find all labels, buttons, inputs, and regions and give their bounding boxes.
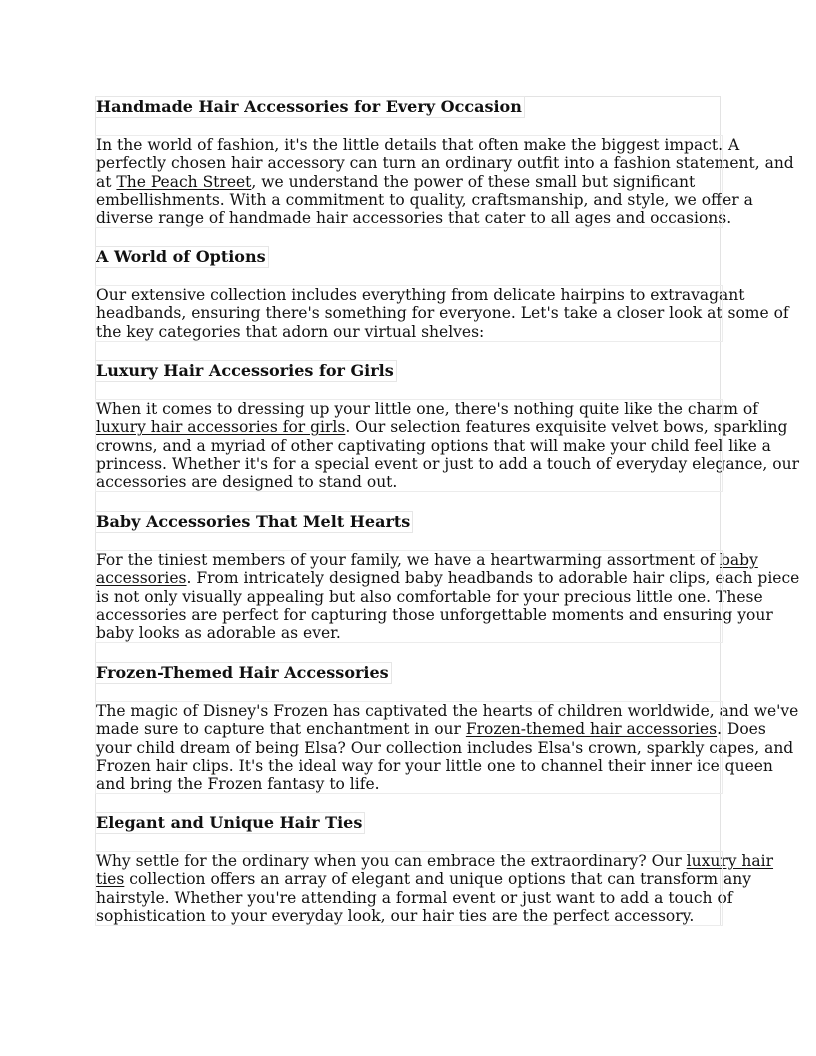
frozen-line-1: The magic of Disney's Frozen has captivated the hearts of children worldwide, and we've	[96, 702, 799, 720]
baby-line-1-text: For the tiniest members of your family, we have a heartwarming assortment of	[96, 551, 720, 569]
ties-line-1-text: Why settle for the ordinary when you can embrace the extraordinary? Our	[96, 852, 687, 870]
baby-heading-block	[96, 512, 722, 532]
girls-line-2-text: . Our selection features exquisite velvet bows, sparkling	[345, 418, 788, 437]
intro-line-3-text-end: , we understand the power of these small but significant	[251, 172, 696, 191]
frozen-line-2-text-end: . Does	[717, 720, 766, 739]
options-paragraph	[96, 286, 789, 341]
frozen-line-4: Frozen hair clips. It's the ideal way for your little one to channel their inner ice queen	[96, 756, 773, 775]
baby-line-2	[96, 569, 800, 588]
luxury-hair-ties-link-cont[interactable]: ties	[96, 870, 125, 889]
girls-paragraph	[96, 400, 800, 492]
frozen-heading-block	[96, 663, 722, 683]
baby-line-1	[96, 551, 758, 569]
ties-line-2	[96, 870, 751, 889]
baby-accessories-link[interactable]: baby	[719, 551, 758, 569]
ties-heading-block	[96, 813, 722, 833]
options-line-1: Our extensive collection includes everything from delicate hairpins to extravagant	[96, 286, 745, 304]
section-heading-girls: Luxury Hair Accessories for Girls	[96, 361, 394, 380]
intro-line-3	[96, 173, 722, 191]
girls-line-5: accessories are designed to stand out.	[96, 473, 398, 492]
girls-line-2	[96, 418, 788, 437]
ties-line-4: sophistication to your everyday look, our hair ties are the perfect accessory.	[96, 906, 695, 925]
options-line-3: the key categories that adorn our virtual shelves:	[96, 322, 485, 341]
frozen-line-3: your child dream of being Elsa? Our collection includes Elsa's crown, sparkly capes, and	[96, 738, 794, 757]
section-heading-ties: Elegant and Unique Hair Ties	[96, 813, 363, 832]
ties-line-3: hairstyle. Whether you're attending a formal event or just want to add a touch of	[96, 888, 733, 907]
document-page	[95, 96, 800, 926]
page-title: Handmade Hair Accessories for Every Occasion	[96, 97, 522, 116]
options-heading-block	[96, 247, 722, 267]
baby-line-4: accessories are perfect for capturing those unforgettable moments and ensuring your	[96, 605, 773, 624]
intro-line-3-text: at	[96, 172, 117, 191]
ties-line-1	[96, 852, 774, 870]
frozen-themed-hair-accessories-link[interactable]: Frozen-themed hair accessories	[465, 720, 718, 739]
frozen-paragraph	[96, 702, 799, 794]
ties-paragraph	[96, 852, 774, 925]
luxury-hair-ties-link[interactable]: luxury hair	[686, 852, 774, 870]
girls-heading-block	[96, 361, 722, 381]
luxury-hair-accessories-for-girls-link[interactable]: luxury hair accessories for girls	[96, 418, 346, 437]
intro-line-2: perfectly chosen hair accessory can turn an ordinary outfit into a fashion statement, and	[96, 154, 794, 173]
intro-line-5: diverse range of handmade hair accessories that cater to all ages and occasions.	[96, 209, 732, 228]
section-heading-options: A World of Options	[96, 247, 266, 266]
section-heading-baby: Baby Accessories That Melt Hearts	[96, 512, 411, 531]
baby-line-3: is not only visually appealing but also comfortable for your precious little one. These	[96, 587, 763, 606]
baby-line-5: baby looks as adorable as ever.	[96, 624, 341, 643]
frozen-line-2	[96, 720, 766, 739]
ties-line-2-text: collection offers an array of elegant and unique options that can transform any	[124, 870, 751, 889]
frozen-line-5: and bring the Frozen fantasy to life.	[96, 775, 380, 794]
girls-line-1: When it comes to dressing up your little one, there's nothing quite like the charm of	[96, 400, 758, 418]
girls-line-4: princess. Whether it's for a special event or just to add a touch of everyday elegance, our	[96, 454, 800, 473]
title-block	[96, 97, 722, 117]
intro-paragraph	[96, 136, 794, 228]
section-heading-frozen: Frozen-Themed Hair Accessories	[96, 663, 389, 682]
the-peach-street-link[interactable]: The Peach Street	[116, 172, 252, 191]
girls-line-3: crowns, and a myriad of other captivating options that will make your child feel like a	[96, 436, 771, 455]
frozen-line-2-text: made sure to capture that enchantment in our	[96, 720, 466, 739]
intro-line-4: embellishments. With a commitment to quality, craftsmanship, and style, we offer a	[96, 190, 753, 209]
baby-line-2-text: . From intricately designed baby headbands to adorable hair clips, each piece	[186, 569, 800, 588]
intro-line-1: In the world of fashion, it's the little details that often make the biggest impact. A	[96, 136, 740, 154]
options-line-2: headbands, ensuring there's something for everyone. Let's take a closer look at some of	[96, 304, 789, 323]
baby-accessories-link-cont[interactable]: accessories	[96, 569, 187, 588]
baby-paragraph	[96, 551, 800, 643]
